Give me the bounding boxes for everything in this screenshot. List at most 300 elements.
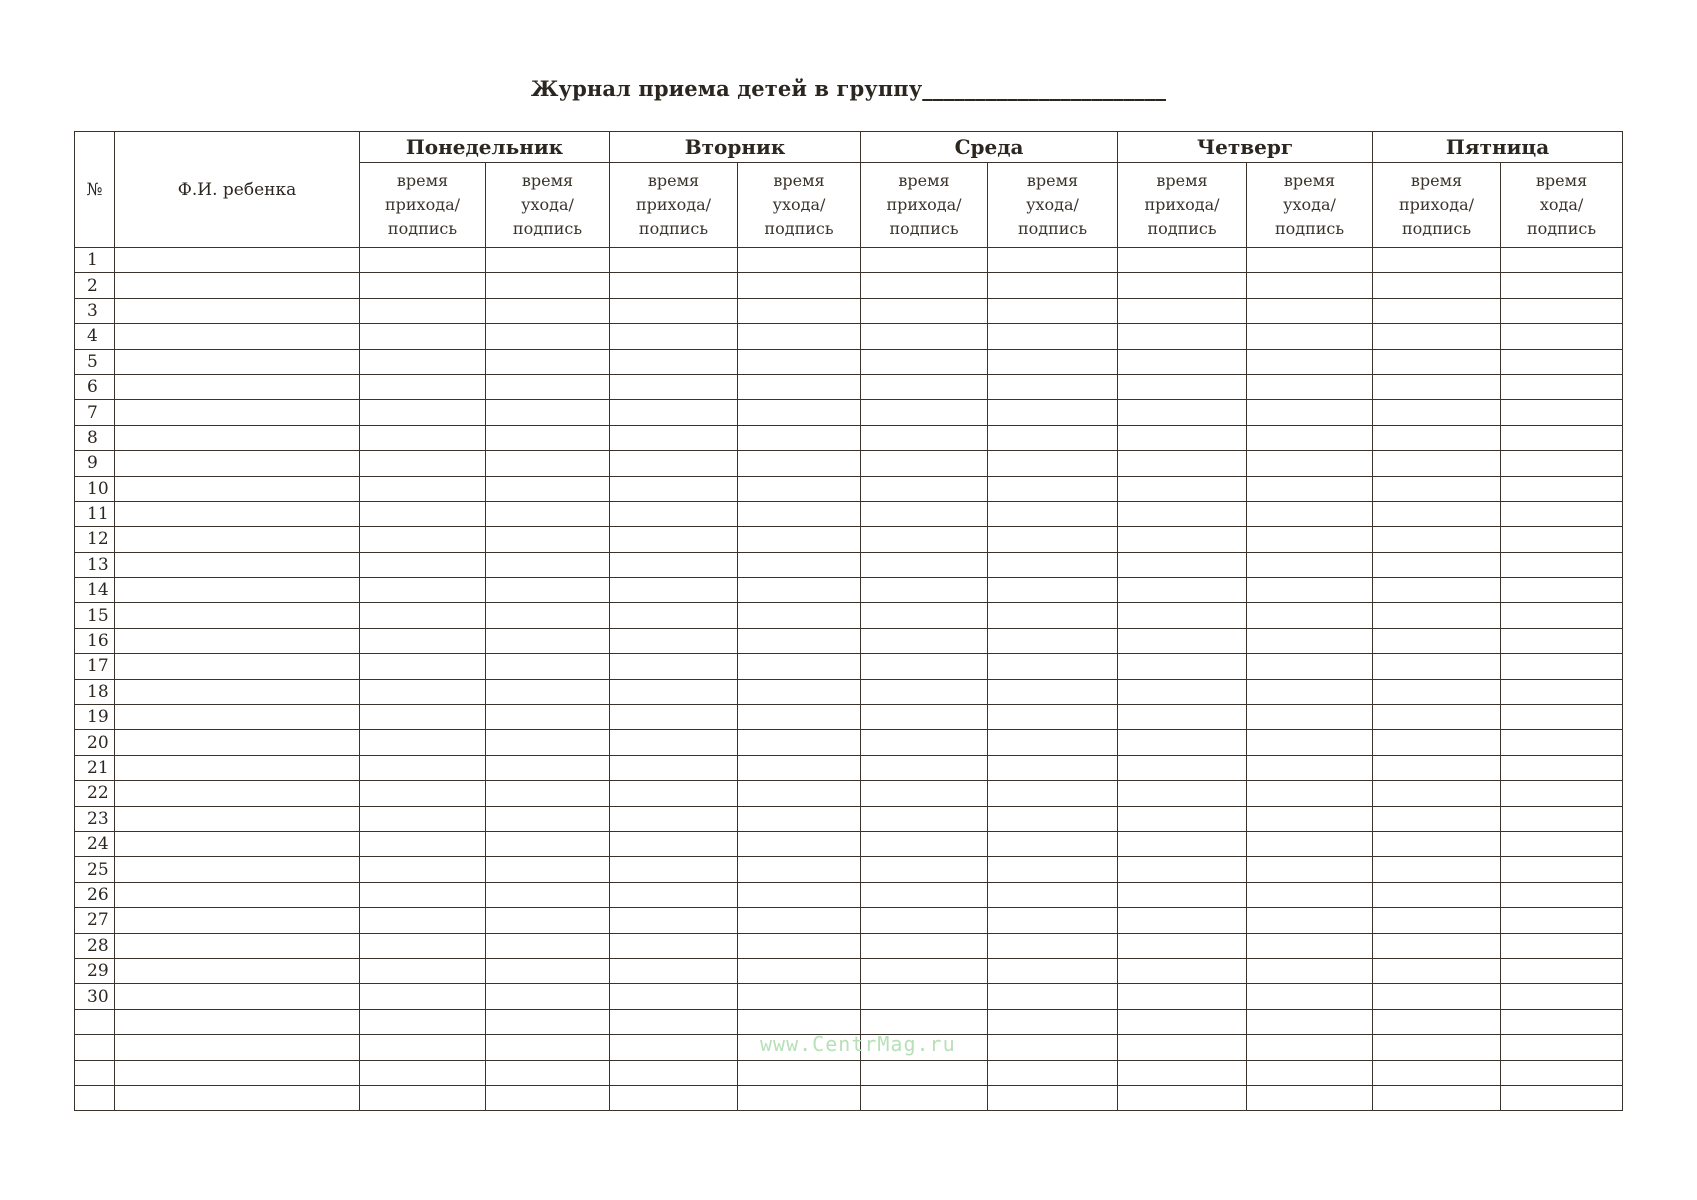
wednesday-departure-cell[interactable] <box>988 400 1118 425</box>
tuesday-departure-cell[interactable] <box>738 958 861 983</box>
friday-departure-cell[interactable] <box>1501 603 1623 628</box>
thursday-departure-cell[interactable] <box>1247 349 1373 374</box>
child-name-cell[interactable] <box>115 451 360 476</box>
wednesday-departure-cell[interactable] <box>988 755 1118 780</box>
wednesday-departure-cell[interactable] <box>988 628 1118 653</box>
friday-arrival-cell[interactable] <box>1373 1009 1501 1034</box>
thursday-arrival-cell[interactable] <box>1118 933 1247 958</box>
monday-departure-cell[interactable] <box>486 324 610 349</box>
thursday-departure-cell[interactable] <box>1247 654 1373 679</box>
tuesday-arrival-cell[interactable] <box>610 374 738 399</box>
friday-departure-cell[interactable] <box>1501 1060 1623 1085</box>
wednesday-arrival-cell[interactable] <box>861 476 988 501</box>
wednesday-arrival-cell[interactable] <box>861 374 988 399</box>
child-name-cell[interactable] <box>115 1035 360 1060</box>
monday-arrival-cell[interactable] <box>360 908 486 933</box>
wednesday-departure-cell[interactable] <box>988 1060 1118 1085</box>
tuesday-departure-cell[interactable] <box>738 400 861 425</box>
friday-departure-cell[interactable] <box>1501 578 1623 603</box>
thursday-arrival-cell[interactable] <box>1118 273 1247 298</box>
wednesday-departure-cell[interactable] <box>988 679 1118 704</box>
monday-departure-cell[interactable] <box>486 1060 610 1085</box>
friday-arrival-cell[interactable] <box>1373 400 1501 425</box>
thursday-departure-cell[interactable] <box>1247 1085 1373 1110</box>
friday-arrival-cell[interactable] <box>1373 628 1501 653</box>
tuesday-arrival-cell[interactable] <box>610 603 738 628</box>
tuesday-arrival-cell[interactable] <box>610 578 738 603</box>
wednesday-departure-cell[interactable] <box>988 984 1118 1009</box>
tuesday-arrival-cell[interactable] <box>610 400 738 425</box>
monday-departure-cell[interactable] <box>486 476 610 501</box>
tuesday-arrival-cell[interactable] <box>610 857 738 882</box>
wednesday-departure-cell[interactable] <box>988 781 1118 806</box>
thursday-departure-cell[interactable] <box>1247 451 1373 476</box>
thursday-arrival-cell[interactable] <box>1118 984 1247 1009</box>
friday-arrival-cell[interactable] <box>1373 984 1501 1009</box>
monday-departure-cell[interactable] <box>486 425 610 450</box>
monday-departure-cell[interactable] <box>486 679 610 704</box>
thursday-arrival-cell[interactable] <box>1118 705 1247 730</box>
wednesday-arrival-cell[interactable] <box>861 578 988 603</box>
thursday-departure-cell[interactable] <box>1247 324 1373 349</box>
thursday-arrival-cell[interactable] <box>1118 374 1247 399</box>
tuesday-departure-cell[interactable] <box>738 476 861 501</box>
friday-arrival-cell[interactable] <box>1373 552 1501 577</box>
monday-departure-cell[interactable] <box>486 933 610 958</box>
friday-departure-cell[interactable] <box>1501 552 1623 577</box>
tuesday-departure-cell[interactable] <box>738 628 861 653</box>
monday-departure-cell[interactable] <box>486 654 610 679</box>
wednesday-departure-cell[interactable] <box>988 349 1118 374</box>
friday-arrival-cell[interactable] <box>1373 933 1501 958</box>
friday-departure-cell[interactable] <box>1501 984 1623 1009</box>
friday-departure-cell[interactable] <box>1501 349 1623 374</box>
thursday-arrival-cell[interactable] <box>1118 425 1247 450</box>
child-name-cell[interactable] <box>115 730 360 755</box>
monday-departure-cell[interactable] <box>486 603 610 628</box>
monday-departure-cell[interactable] <box>486 578 610 603</box>
child-name-cell[interactable] <box>115 298 360 323</box>
wednesday-arrival-cell[interactable] <box>861 806 988 831</box>
tuesday-arrival-cell[interactable] <box>610 958 738 983</box>
wednesday-arrival-cell[interactable] <box>861 908 988 933</box>
monday-arrival-cell[interactable] <box>360 781 486 806</box>
thursday-departure-cell[interactable] <box>1247 1009 1373 1034</box>
tuesday-departure-cell[interactable] <box>738 298 861 323</box>
child-name-cell[interactable] <box>115 476 360 501</box>
friday-arrival-cell[interactable] <box>1373 476 1501 501</box>
friday-departure-cell[interactable] <box>1501 908 1623 933</box>
child-name-cell[interactable] <box>115 882 360 907</box>
friday-arrival-cell[interactable] <box>1373 908 1501 933</box>
monday-arrival-cell[interactable] <box>360 273 486 298</box>
wednesday-arrival-cell[interactable] <box>861 1009 988 1034</box>
thursday-arrival-cell[interactable] <box>1118 578 1247 603</box>
friday-departure-cell[interactable] <box>1501 882 1623 907</box>
wednesday-departure-cell[interactable] <box>988 958 1118 983</box>
tuesday-departure-cell[interactable] <box>738 1060 861 1085</box>
friday-arrival-cell[interactable] <box>1373 806 1501 831</box>
tuesday-arrival-cell[interactable] <box>610 679 738 704</box>
monday-departure-cell[interactable] <box>486 451 610 476</box>
wednesday-departure-cell[interactable] <box>988 654 1118 679</box>
monday-arrival-cell[interactable] <box>360 755 486 780</box>
friday-departure-cell[interactable] <box>1501 705 1623 730</box>
friday-departure-cell[interactable] <box>1501 781 1623 806</box>
friday-departure-cell[interactable] <box>1501 248 1623 273</box>
child-name-cell[interactable] <box>115 933 360 958</box>
tuesday-arrival-cell[interactable] <box>610 730 738 755</box>
friday-arrival-cell[interactable] <box>1373 882 1501 907</box>
monday-arrival-cell[interactable] <box>360 248 486 273</box>
monday-arrival-cell[interactable] <box>360 400 486 425</box>
tuesday-arrival-cell[interactable] <box>610 349 738 374</box>
wednesday-departure-cell[interactable] <box>988 933 1118 958</box>
wednesday-arrival-cell[interactable] <box>861 501 988 526</box>
child-name-cell[interactable] <box>115 831 360 856</box>
wednesday-departure-cell[interactable] <box>988 705 1118 730</box>
tuesday-arrival-cell[interactable] <box>610 1060 738 1085</box>
wednesday-arrival-cell[interactable] <box>861 831 988 856</box>
monday-arrival-cell[interactable] <box>360 349 486 374</box>
wednesday-arrival-cell[interactable] <box>861 324 988 349</box>
monday-departure-cell[interactable] <box>486 501 610 526</box>
friday-departure-cell[interactable] <box>1501 1009 1623 1034</box>
wednesday-arrival-cell[interactable] <box>861 451 988 476</box>
child-name-cell[interactable] <box>115 552 360 577</box>
friday-arrival-cell[interactable] <box>1373 603 1501 628</box>
tuesday-arrival-cell[interactable] <box>610 984 738 1009</box>
thursday-departure-cell[interactable] <box>1247 374 1373 399</box>
monday-departure-cell[interactable] <box>486 552 610 577</box>
thursday-arrival-cell[interactable] <box>1118 476 1247 501</box>
thursday-departure-cell[interactable] <box>1247 882 1373 907</box>
child-name-cell[interactable] <box>115 603 360 628</box>
child-name-cell[interactable] <box>115 273 360 298</box>
tuesday-departure-cell[interactable] <box>738 781 861 806</box>
friday-departure-cell[interactable] <box>1501 298 1623 323</box>
tuesday-departure-cell[interactable] <box>738 374 861 399</box>
wednesday-arrival-cell[interactable] <box>861 628 988 653</box>
friday-arrival-cell[interactable] <box>1373 501 1501 526</box>
tuesday-arrival-cell[interactable] <box>610 298 738 323</box>
friday-departure-cell[interactable] <box>1501 400 1623 425</box>
tuesday-arrival-cell[interactable] <box>610 1085 738 1110</box>
thursday-departure-cell[interactable] <box>1247 628 1373 653</box>
thursday-departure-cell[interactable] <box>1247 806 1373 831</box>
monday-arrival-cell[interactable] <box>360 298 486 323</box>
thursday-departure-cell[interactable] <box>1247 476 1373 501</box>
thursday-departure-cell[interactable] <box>1247 984 1373 1009</box>
wednesday-arrival-cell[interactable] <box>861 349 988 374</box>
child-name-cell[interactable] <box>115 781 360 806</box>
child-name-cell[interactable] <box>115 1085 360 1110</box>
thursday-arrival-cell[interactable] <box>1118 882 1247 907</box>
wednesday-departure-cell[interactable] <box>988 806 1118 831</box>
child-name-cell[interactable] <box>115 349 360 374</box>
child-name-cell[interactable] <box>115 248 360 273</box>
friday-arrival-cell[interactable] <box>1373 755 1501 780</box>
thursday-departure-cell[interactable] <box>1247 298 1373 323</box>
thursday-arrival-cell[interactable] <box>1118 806 1247 831</box>
monday-arrival-cell[interactable] <box>360 705 486 730</box>
thursday-departure-cell[interactable] <box>1247 831 1373 856</box>
monday-departure-cell[interactable] <box>486 1085 610 1110</box>
wednesday-departure-cell[interactable] <box>988 273 1118 298</box>
friday-arrival-cell[interactable] <box>1373 679 1501 704</box>
monday-departure-cell[interactable] <box>486 1035 610 1060</box>
thursday-arrival-cell[interactable] <box>1118 679 1247 704</box>
wednesday-departure-cell[interactable] <box>988 552 1118 577</box>
wednesday-departure-cell[interactable] <box>988 831 1118 856</box>
child-name-cell[interactable] <box>115 425 360 450</box>
friday-arrival-cell[interactable] <box>1373 958 1501 983</box>
monday-departure-cell[interactable] <box>486 349 610 374</box>
thursday-departure-cell[interactable] <box>1247 679 1373 704</box>
tuesday-arrival-cell[interactable] <box>610 806 738 831</box>
monday-departure-cell[interactable] <box>486 400 610 425</box>
monday-departure-cell[interactable] <box>486 705 610 730</box>
thursday-departure-cell[interactable] <box>1247 603 1373 628</box>
thursday-departure-cell[interactable] <box>1247 425 1373 450</box>
monday-departure-cell[interactable] <box>486 984 610 1009</box>
wednesday-arrival-cell[interactable] <box>861 882 988 907</box>
tuesday-departure-cell[interactable] <box>738 1085 861 1110</box>
tuesday-departure-cell[interactable] <box>738 705 861 730</box>
friday-arrival-cell[interactable] <box>1373 527 1501 552</box>
friday-arrival-cell[interactable] <box>1373 324 1501 349</box>
wednesday-arrival-cell[interactable] <box>861 273 988 298</box>
thursday-departure-cell[interactable] <box>1247 273 1373 298</box>
thursday-arrival-cell[interactable] <box>1118 1085 1247 1110</box>
monday-arrival-cell[interactable] <box>360 451 486 476</box>
tuesday-departure-cell[interactable] <box>738 933 861 958</box>
thursday-arrival-cell[interactable] <box>1118 248 1247 273</box>
tuesday-arrival-cell[interactable] <box>610 476 738 501</box>
child-name-cell[interactable] <box>115 705 360 730</box>
wednesday-arrival-cell[interactable] <box>861 248 988 273</box>
monday-arrival-cell[interactable] <box>360 730 486 755</box>
wednesday-arrival-cell[interactable] <box>861 730 988 755</box>
thursday-departure-cell[interactable] <box>1247 755 1373 780</box>
wednesday-arrival-cell[interactable] <box>861 400 988 425</box>
monday-departure-cell[interactable] <box>486 882 610 907</box>
wednesday-departure-cell[interactable] <box>988 603 1118 628</box>
monday-arrival-cell[interactable] <box>360 527 486 552</box>
tuesday-departure-cell[interactable] <box>738 984 861 1009</box>
thursday-arrival-cell[interactable] <box>1118 527 1247 552</box>
friday-departure-cell[interactable] <box>1501 1085 1623 1110</box>
friday-arrival-cell[interactable] <box>1373 349 1501 374</box>
child-name-cell[interactable] <box>115 755 360 780</box>
thursday-departure-cell[interactable] <box>1247 501 1373 526</box>
tuesday-arrival-cell[interactable] <box>610 527 738 552</box>
monday-arrival-cell[interactable] <box>360 857 486 882</box>
tuesday-arrival-cell[interactable] <box>610 882 738 907</box>
tuesday-departure-cell[interactable] <box>738 679 861 704</box>
tuesday-departure-cell[interactable] <box>738 552 861 577</box>
tuesday-arrival-cell[interactable] <box>610 552 738 577</box>
tuesday-arrival-cell[interactable] <box>610 1035 738 1060</box>
tuesday-departure-cell[interactable] <box>738 755 861 780</box>
tuesday-departure-cell[interactable] <box>738 730 861 755</box>
child-name-cell[interactable] <box>115 1009 360 1034</box>
monday-arrival-cell[interactable] <box>360 628 486 653</box>
wednesday-departure-cell[interactable] <box>988 882 1118 907</box>
child-name-cell[interactable] <box>115 578 360 603</box>
monday-arrival-cell[interactable] <box>360 501 486 526</box>
tuesday-arrival-cell[interactable] <box>610 755 738 780</box>
child-name-cell[interactable] <box>115 679 360 704</box>
tuesday-arrival-cell[interactable] <box>610 705 738 730</box>
friday-departure-cell[interactable] <box>1501 628 1623 653</box>
friday-arrival-cell[interactable] <box>1373 1085 1501 1110</box>
wednesday-arrival-cell[interactable] <box>861 654 988 679</box>
friday-arrival-cell[interactable] <box>1373 451 1501 476</box>
child-name-cell[interactable] <box>115 400 360 425</box>
friday-departure-cell[interactable] <box>1501 425 1623 450</box>
monday-arrival-cell[interactable] <box>360 578 486 603</box>
child-name-cell[interactable] <box>115 654 360 679</box>
wednesday-departure-cell[interactable] <box>988 298 1118 323</box>
monday-departure-cell[interactable] <box>486 806 610 831</box>
wednesday-departure-cell[interactable] <box>988 1035 1118 1060</box>
thursday-departure-cell[interactable] <box>1247 578 1373 603</box>
friday-arrival-cell[interactable] <box>1373 781 1501 806</box>
wednesday-arrival-cell[interactable] <box>861 552 988 577</box>
monday-departure-cell[interactable] <box>486 908 610 933</box>
monday-arrival-cell[interactable] <box>360 1035 486 1060</box>
wednesday-arrival-cell[interactable] <box>861 679 988 704</box>
wednesday-arrival-cell[interactable] <box>861 857 988 882</box>
wednesday-arrival-cell[interactable] <box>861 781 988 806</box>
thursday-arrival-cell[interactable] <box>1118 1009 1247 1034</box>
friday-arrival-cell[interactable] <box>1373 248 1501 273</box>
wednesday-departure-cell[interactable] <box>988 527 1118 552</box>
monday-departure-cell[interactable] <box>486 730 610 755</box>
tuesday-departure-cell[interactable] <box>738 324 861 349</box>
thursday-departure-cell[interactable] <box>1247 781 1373 806</box>
friday-departure-cell[interactable] <box>1501 527 1623 552</box>
monday-arrival-cell[interactable] <box>360 1060 486 1085</box>
monday-arrival-cell[interactable] <box>360 324 486 349</box>
friday-departure-cell[interactable] <box>1501 755 1623 780</box>
tuesday-arrival-cell[interactable] <box>610 425 738 450</box>
monday-departure-cell[interactable] <box>486 831 610 856</box>
monday-departure-cell[interactable] <box>486 298 610 323</box>
thursday-arrival-cell[interactable] <box>1118 654 1247 679</box>
thursday-arrival-cell[interactable] <box>1118 349 1247 374</box>
thursday-arrival-cell[interactable] <box>1118 831 1247 856</box>
wednesday-departure-cell[interactable] <box>988 908 1118 933</box>
monday-departure-cell[interactable] <box>486 1009 610 1034</box>
friday-departure-cell[interactable] <box>1501 679 1623 704</box>
friday-arrival-cell[interactable] <box>1373 374 1501 399</box>
monday-arrival-cell[interactable] <box>360 831 486 856</box>
thursday-departure-cell[interactable] <box>1247 1035 1373 1060</box>
friday-arrival-cell[interactable] <box>1373 298 1501 323</box>
tuesday-arrival-cell[interactable] <box>610 451 738 476</box>
friday-arrival-cell[interactable] <box>1373 578 1501 603</box>
monday-departure-cell[interactable] <box>486 374 610 399</box>
friday-departure-cell[interactable] <box>1501 857 1623 882</box>
wednesday-arrival-cell[interactable] <box>861 958 988 983</box>
thursday-arrival-cell[interactable] <box>1118 400 1247 425</box>
tuesday-arrival-cell[interactable] <box>610 248 738 273</box>
friday-departure-cell[interactable] <box>1501 451 1623 476</box>
child-name-cell[interactable] <box>115 628 360 653</box>
wednesday-departure-cell[interactable] <box>988 425 1118 450</box>
wednesday-departure-cell[interactable] <box>988 730 1118 755</box>
thursday-arrival-cell[interactable] <box>1118 781 1247 806</box>
monday-departure-cell[interactable] <box>486 781 610 806</box>
monday-arrival-cell[interactable] <box>360 476 486 501</box>
monday-arrival-cell[interactable] <box>360 933 486 958</box>
friday-departure-cell[interactable] <box>1501 933 1623 958</box>
thursday-arrival-cell[interactable] <box>1118 628 1247 653</box>
tuesday-departure-cell[interactable] <box>738 451 861 476</box>
tuesday-arrival-cell[interactable] <box>610 831 738 856</box>
child-name-cell[interactable] <box>115 958 360 983</box>
monday-arrival-cell[interactable] <box>360 654 486 679</box>
wednesday-departure-cell[interactable] <box>988 248 1118 273</box>
monday-arrival-cell[interactable] <box>360 374 486 399</box>
monday-arrival-cell[interactable] <box>360 806 486 831</box>
tuesday-departure-cell[interactable] <box>738 273 861 298</box>
friday-departure-cell[interactable] <box>1501 273 1623 298</box>
wednesday-arrival-cell[interactable] <box>861 527 988 552</box>
monday-arrival-cell[interactable] <box>360 1009 486 1034</box>
monday-departure-cell[interactable] <box>486 958 610 983</box>
friday-arrival-cell[interactable] <box>1373 730 1501 755</box>
monday-arrival-cell[interactable] <box>360 603 486 628</box>
thursday-arrival-cell[interactable] <box>1118 603 1247 628</box>
tuesday-departure-cell[interactable] <box>738 425 861 450</box>
wednesday-arrival-cell[interactable] <box>861 603 988 628</box>
child-name-cell[interactable] <box>115 806 360 831</box>
thursday-departure-cell[interactable] <box>1247 857 1373 882</box>
thursday-arrival-cell[interactable] <box>1118 730 1247 755</box>
monday-arrival-cell[interactable] <box>360 552 486 577</box>
thursday-departure-cell[interactable] <box>1247 933 1373 958</box>
thursday-arrival-cell[interactable] <box>1118 451 1247 476</box>
wednesday-departure-cell[interactable] <box>988 1085 1118 1110</box>
tuesday-departure-cell[interactable] <box>738 248 861 273</box>
child-name-cell[interactable] <box>115 527 360 552</box>
friday-arrival-cell[interactable] <box>1373 1060 1501 1085</box>
friday-arrival-cell[interactable] <box>1373 705 1501 730</box>
tuesday-arrival-cell[interactable] <box>610 1009 738 1034</box>
wednesday-departure-cell[interactable] <box>988 476 1118 501</box>
wednesday-arrival-cell[interactable] <box>861 933 988 958</box>
friday-departure-cell[interactable] <box>1501 324 1623 349</box>
child-name-cell[interactable] <box>115 1060 360 1085</box>
monday-departure-cell[interactable] <box>486 755 610 780</box>
thursday-arrival-cell[interactable] <box>1118 958 1247 983</box>
friday-departure-cell[interactable] <box>1501 831 1623 856</box>
tuesday-departure-cell[interactable] <box>738 806 861 831</box>
tuesday-departure-cell[interactable] <box>738 857 861 882</box>
tuesday-arrival-cell[interactable] <box>610 324 738 349</box>
child-name-cell[interactable] <box>115 374 360 399</box>
thursday-departure-cell[interactable] <box>1247 908 1373 933</box>
tuesday-arrival-cell[interactable] <box>610 273 738 298</box>
wednesday-departure-cell[interactable] <box>988 451 1118 476</box>
monday-departure-cell[interactable] <box>486 273 610 298</box>
thursday-arrival-cell[interactable] <box>1118 1035 1247 1060</box>
thursday-departure-cell[interactable] <box>1247 552 1373 577</box>
wednesday-arrival-cell[interactable] <box>861 755 988 780</box>
